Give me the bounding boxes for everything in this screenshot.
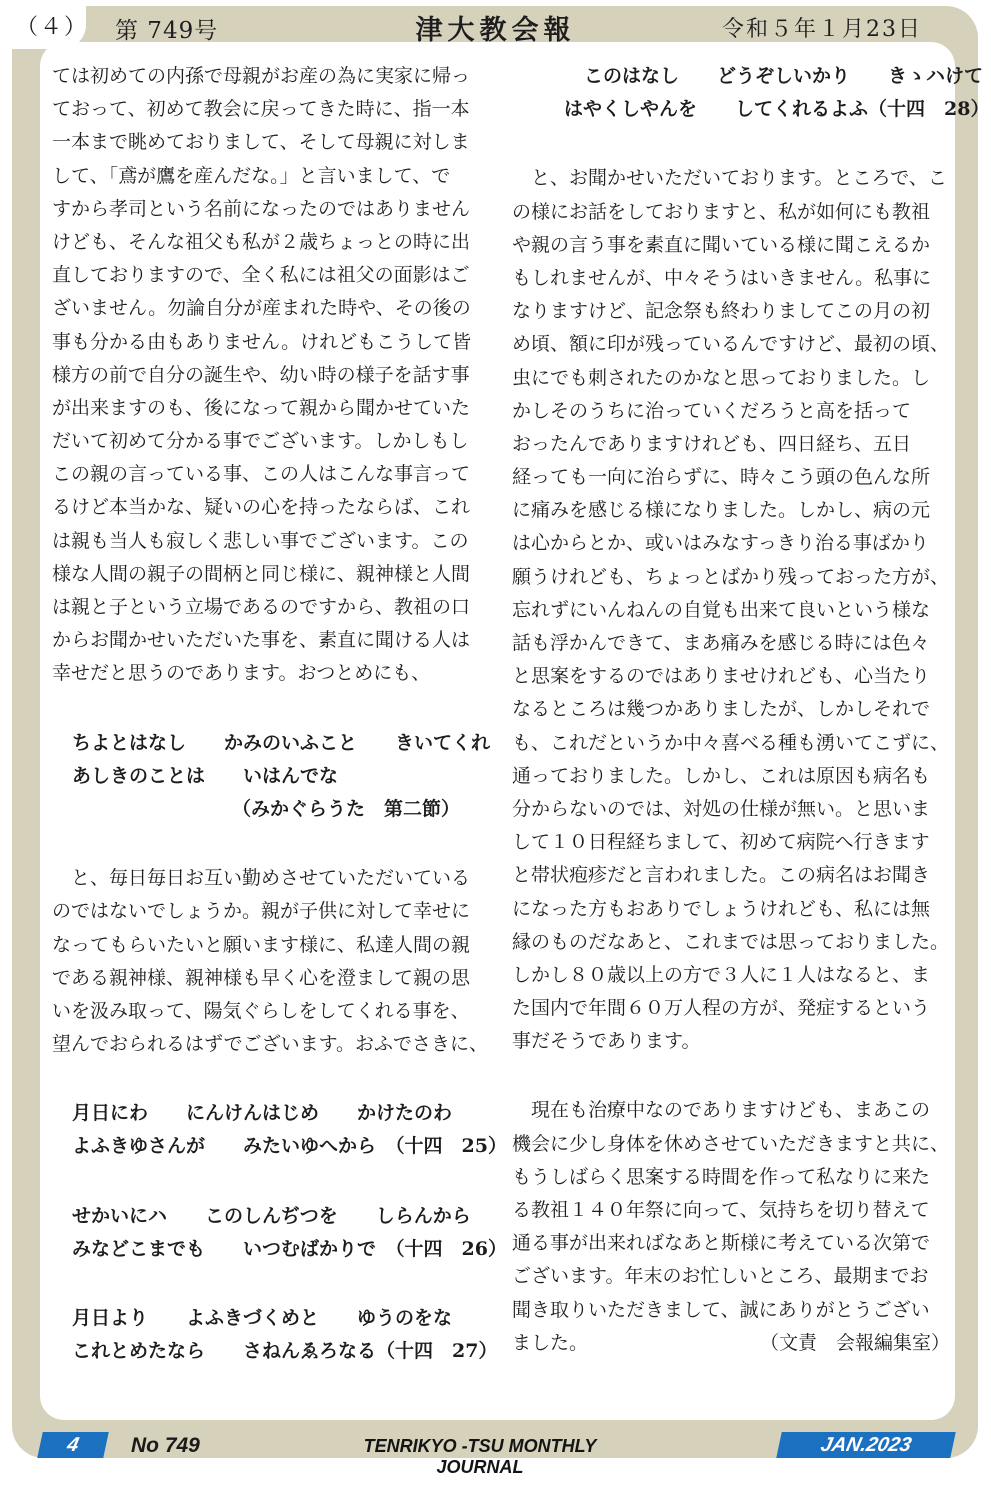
line-gap	[52, 691, 490, 727]
text-line: 様な人間の親子の間柄と同じ様に、親神様と人間	[52, 562, 471, 585]
text-line: 通る事が出来ればなあと斯様に考えている次第で	[512, 1232, 931, 1255]
text-line: 聞き取りいただきまして、誠にありがとうござい	[512, 1298, 930, 1321]
text-line: して１０日程経ちまして、初めて病院へ行きます	[512, 831, 930, 854]
text-line: に痛みを感じる様になりました。しかし、病の元	[512, 499, 931, 522]
text-line: 直しておりますので、全く私には祖父の面影はご	[52, 264, 470, 287]
text-line: 月日にわ にんけんはじめ かけたのわ	[72, 1102, 453, 1125]
text-line: 虫にでも刺されたのかなと思っておりました。し	[512, 366, 931, 389]
text-line: ちよとはなし かみのいふこと きいてくれ	[72, 731, 491, 754]
text-line: 経っても一向に治らずに、時々こう頭の色んな所	[512, 466, 931, 489]
text-line: これとめたなら さねんゑろなる（十四 27）	[72, 1340, 498, 1363]
text-line: なりますけど、記念祭も終わりましてこの月の初	[512, 300, 931, 323]
text-line: もうしばらく思案する時間を作って私なりに来た	[512, 1165, 931, 1188]
text-line: と、お聞かせいただいております。ところで、こ	[512, 167, 947, 190]
text-line: 望んでおられるはずでございます。おふでさきに、	[52, 1033, 489, 1056]
footer-journal-title: TENRIKYO -TSU MONTHLY JOURNAL	[363, 1436, 597, 1477]
text-line-part: ました。	[512, 1331, 589, 1354]
text-line: 分からないのでは、対処の仕様が無い。と思いま	[512, 797, 931, 820]
line-gap	[52, 1164, 490, 1200]
text-line: からお聞かせいただいた事を、素直に聞ける人は	[52, 629, 471, 652]
text-line: なるところは幾つかありましたが、しかしそれで	[512, 698, 931, 721]
text-line: 機会に少し身体を休めさせていただきますと共に、	[512, 1132, 950, 1155]
text-line: の様にお話をしておりますと、私が如何にも教祖	[512, 200, 931, 223]
header-page-number: （４）	[16, 15, 89, 40]
footer-date-badge: JAN.2023	[776, 1432, 956, 1458]
text-line: と、毎日毎日お互い勤めさせていただいている	[52, 867, 471, 890]
text-line: ては初めての内孫で母親がお産の為に実家に帰っ	[52, 65, 471, 87]
text-line: た国内で年間６０万人程の方が、発症するという	[512, 997, 931, 1020]
text-line: （みかぐらうた 第二節）	[231, 797, 460, 820]
text-line: しかし８０歳以上の方で３人に１人はなると、ま	[512, 963, 931, 986]
footer-page-badge: 4	[37, 1432, 109, 1458]
text-line: や親の言う事を素直に聞いている様に聞こえるか	[512, 233, 931, 256]
line-gap	[52, 826, 490, 862]
text-line: 事だそうであります。	[512, 1030, 701, 1053]
left-column	[52, 60, 507, 1368]
right-column	[512, 60, 990, 1360]
text-line: はやくしやんを してくれるよふ（十四 28）	[564, 98, 990, 121]
header-issue-number: 第 749号	[115, 18, 219, 44]
text-line: 通っておりました。しかし、これは原因も病名も	[512, 764, 931, 787]
text-line: る教祖１４０年祭に向って、気持ちを切り替えて	[512, 1199, 930, 1221]
text-line: も、これだというか中々喜べる種も湧いてこずに、	[512, 731, 950, 754]
text-line: は心からとか、或いはみなすっきり治る事ばかり	[512, 532, 929, 555]
text-line: もしれませんが、中々そうはいきません。私事に	[512, 266, 932, 289]
text-line: は親と子という立場であるのですから、教祖の口	[52, 596, 471, 618]
text-line: かしそのうちに治っていくだろうと高を括って	[512, 399, 912, 422]
text-line: が出来ますのも、後になって親から聞かせていた	[52, 396, 471, 419]
text-line: ざいません。勿論自分が産まれた時や、その後の	[52, 297, 471, 320]
text-line: ておって、初めて教会に戻ってきた時に、指一本	[52, 98, 470, 121]
text-line: せかいにハ このしんぢつを しらんから	[72, 1204, 471, 1227]
text-line	[512, 1327, 954, 1360]
line-gap	[52, 1061, 490, 1097]
text-line: いを汲み取って、陽気ぐらしをしてくれる事を、	[52, 999, 470, 1022]
text-line: あしきのことは いはんでな	[72, 764, 339, 787]
text-line: なってもらいたいと願います様に、私達人間の親	[52, 933, 471, 956]
text-line: 現在も治療中なのでありますけども、まあこの	[512, 1099, 931, 1122]
footer-issue-number: No 749	[131, 1434, 200, 1457]
text-line: 幸せだと思うのであります。おつとめにも、	[52, 662, 431, 685]
text-line: 月日より よふきづくめと ゆうのをな	[72, 1307, 453, 1329]
text-line: けども、そんな祖父も私が２歳ちょっとの時に出	[52, 230, 471, 253]
text-line-part: （文責 会報編集室）	[759, 1331, 950, 1354]
text-line: るけど本当かな、疑いの心を持ったならば、これ	[52, 496, 471, 519]
text-line: ございます。年末のお忙しいところ、最期までお	[512, 1265, 929, 1288]
page-title: 津大教会報	[415, 15, 576, 46]
text-line: このはなし どうぞしいかり きゝハけて	[584, 65, 984, 87]
text-line: と帯状疱疹だと言われました。この病名はお聞き	[512, 864, 931, 887]
text-line: と思案をするのではありませけれども、心当たり	[512, 665, 931, 688]
text-line: みなどこまでも いつむばかりで （十四 26）	[72, 1237, 507, 1260]
text-line: おったんでありますけれども、四日経ち、五日	[512, 432, 912, 455]
text-line: すから孝司という名前になったのではありません	[52, 197, 471, 220]
header-date: 令和５年１月23日	[722, 17, 922, 42]
text-line: は親も当人も寂しく悲しい事でございます。この	[52, 529, 469, 552]
text-line: 縁のものだなあと、これまでは思っておりました。	[512, 930, 950, 953]
line-gap	[512, 126, 954, 162]
line-gap	[512, 1058, 954, 1094]
text-line: 一本まで眺めておりまして、そして母親に対しま	[52, 131, 470, 154]
text-line: になった方もおありでしょうけれども、私には無	[512, 897, 931, 920]
text-line: のではないでしょうか。親が子供に対して幸せに	[52, 900, 471, 923]
text-line: この親の言っている事、この人はこんな事言って	[52, 463, 471, 486]
text-line: め頃、額に印が残っているんですけど、最初の頃、	[512, 333, 950, 356]
line-gap	[52, 1266, 490, 1302]
text-line: 話も浮かんできて、まあ痛みを感じる時には色々	[512, 632, 930, 654]
text-line: よふきゆさんが みたいゆへから （十四 25）	[72, 1135, 507, 1158]
text-line: して、「鳶が鷹を産んだな。」と言いまして、で	[52, 164, 451, 187]
text-line: だいて初めて分かる事でございます。しかしもし	[52, 430, 469, 453]
text-line: 事も分かる由もありません。けれどもこうして皆	[52, 330, 472, 353]
text-line: 様方の前で自分の誕生や、幼い時の様子を話す事	[52, 363, 470, 386]
text-line: 願うけれども、ちょっとばかり残っておった方が、	[512, 565, 950, 588]
text-line: である親神様、親神様も早く心を澄まして親の思	[52, 966, 471, 989]
text-line: 忘れずにいんねんの自覚も出来て良いという様な	[512, 598, 931, 621]
